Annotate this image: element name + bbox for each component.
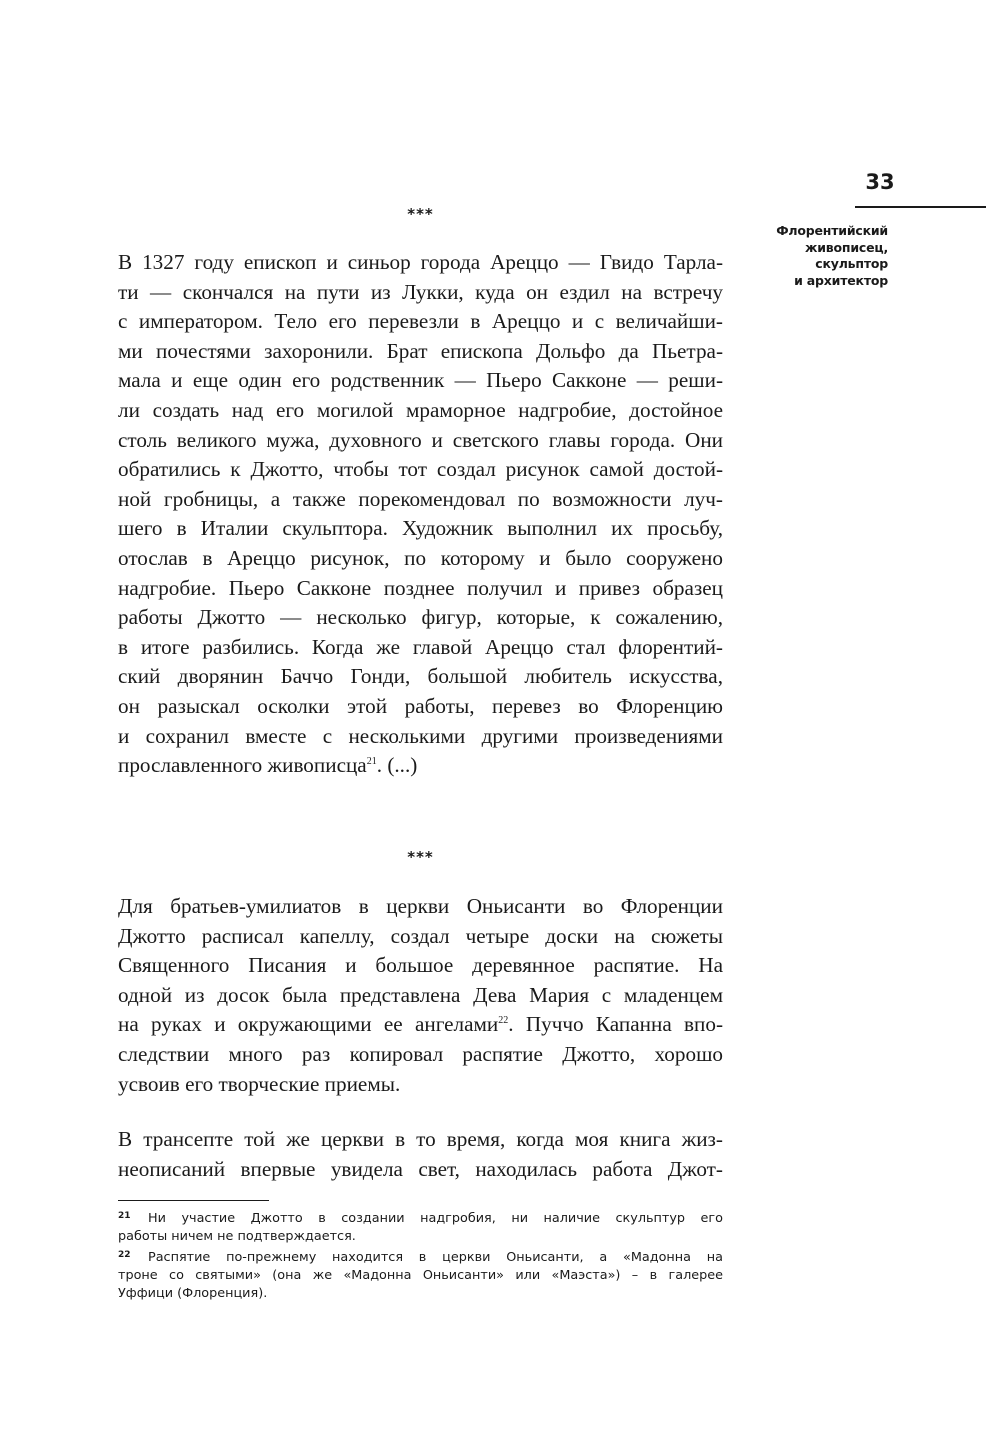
- running-head-line: скульптор: [815, 256, 888, 271]
- text-line: мала и еще один его родственник — Пьеро Сакконе — реши-: [118, 368, 723, 393]
- footnote-22-line: троне со святыми» (она же «Мадонна Оньисанти» или «Маэста») – в галерее: [118, 1268, 723, 1283]
- footnote-number: 22: [118, 1250, 131, 1260]
- text-line: шего в Италии скульптора. Художник выполнил их просьбу,: [118, 516, 723, 541]
- text-line: ной гробницы, а также порекомендовал по возможности луч-: [118, 486, 723, 511]
- running-head-line: живописец,: [805, 239, 888, 255]
- text-line: столь великого мужа, духовного и светского главы города. Они: [118, 427, 723, 452]
- footnotes: [118, 1207, 723, 1303]
- text-line: усвоив его творческие приемы.: [118, 1071, 401, 1096]
- text-line: Джотто расписал капеллу, создал четыре доски на сюжеты: [118, 923, 723, 948]
- section-separator: ***: [407, 205, 434, 223]
- text-line: одной из досок была представлена Дева Мария с младенцем: [118, 982, 723, 1007]
- text-line: следствии много раз копировал распятие Джотто, хорошо: [118, 1041, 723, 1066]
- text-fragment: Ни участие Джотто в создании надгробия, ни наличие скульптур его: [148, 1211, 723, 1226]
- footnote-21-line: [118, 1207, 723, 1228]
- header-rule: [855, 206, 986, 208]
- footnote-ref-22[interactable]: 22: [498, 1015, 509, 1027]
- text-line: Для братьев-умилиатов в церкви Оньисанти во Флоренции: [118, 894, 723, 918]
- text-line: в итоге разбились. Когда же главой Ареццо стал флорентий-: [118, 634, 723, 659]
- text-fragment: . Пуччо Капанна впо-: [508, 1012, 724, 1037]
- section-separator: ***: [407, 848, 434, 866]
- text-line: [118, 751, 723, 781]
- text-fragment: на руках и окружающими ее ангелами: [118, 1012, 499, 1037]
- running-head-line: и архитектор: [794, 272, 888, 288]
- running-head: [740, 223, 888, 289]
- text-line: работы Джотто — несколько фигур, которые, к сожалению,: [118, 605, 723, 630]
- text-line: Священного Писания и большое деревянное распятие. На: [118, 953, 723, 978]
- text-line: надгробие. Пьеро Сакконе позднее получил и привез образец: [118, 575, 723, 600]
- text-line: неописаний впервые увидела свет, находилась работа Джот-: [118, 1156, 723, 1181]
- text-line: В 1327 году епископ и синьор города Ареццо — Гвидо Тарла-: [118, 250, 723, 274]
- running-head-line: Флорентийский: [776, 223, 888, 238]
- footnote-21-line: работы ничем не подтверждается.: [118, 1229, 356, 1244]
- text-line: с императором. Тело его перевезли в Ареццо и с величайши-: [118, 309, 723, 334]
- footnote-ref-21[interactable]: 21: [366, 756, 377, 768]
- footnote-rule: [118, 1200, 269, 1201]
- text-line: он разыскал осколки этой работы, перевез во Флоренцию: [118, 693, 723, 718]
- text-fragment: прославленного живописца: [118, 753, 367, 778]
- text-line: ми почестями захоронили. Брат епископа Дольфо да Пьетра-: [118, 338, 723, 363]
- footnote-number: 21: [118, 1211, 131, 1221]
- text-line: обратились к Джотто, чтобы тот создал рисунок самой достой-: [118, 457, 723, 482]
- footnote-22-line: Уффици (Флоренция).: [118, 1286, 268, 1301]
- text-line: ли создать над его могилой мраморное надгробие, достойное: [118, 397, 723, 422]
- footnote-22-line: [118, 1246, 723, 1267]
- paragraph-tomb: [118, 248, 723, 781]
- text-line: и сохранил вместе с несколькими другими произведениями: [118, 723, 723, 748]
- page-number: 33: [865, 170, 895, 194]
- paragraph-ognissanti: [118, 892, 723, 1099]
- text-line: ский дворянин Баччо Гонди, большой любитель искусства,: [118, 664, 723, 689]
- paragraph-transept: [118, 1125, 723, 1184]
- text-line: ти — скончался на пути из Лукки, куда он ездил на встречу: [118, 279, 723, 304]
- text-fragment: . (...): [376, 753, 418, 778]
- text-line: В трансепте той же церкви в то время, когда моя книга жиз-: [118, 1127, 723, 1151]
- text-line: отослав в Ареццо рисунок, по которому и было сооружено: [118, 545, 723, 570]
- text-fragment: Распятие по-прежнему находится в церкви Оньисанти, а «Мадонна на: [148, 1250, 723, 1265]
- text-line: [118, 1010, 723, 1040]
